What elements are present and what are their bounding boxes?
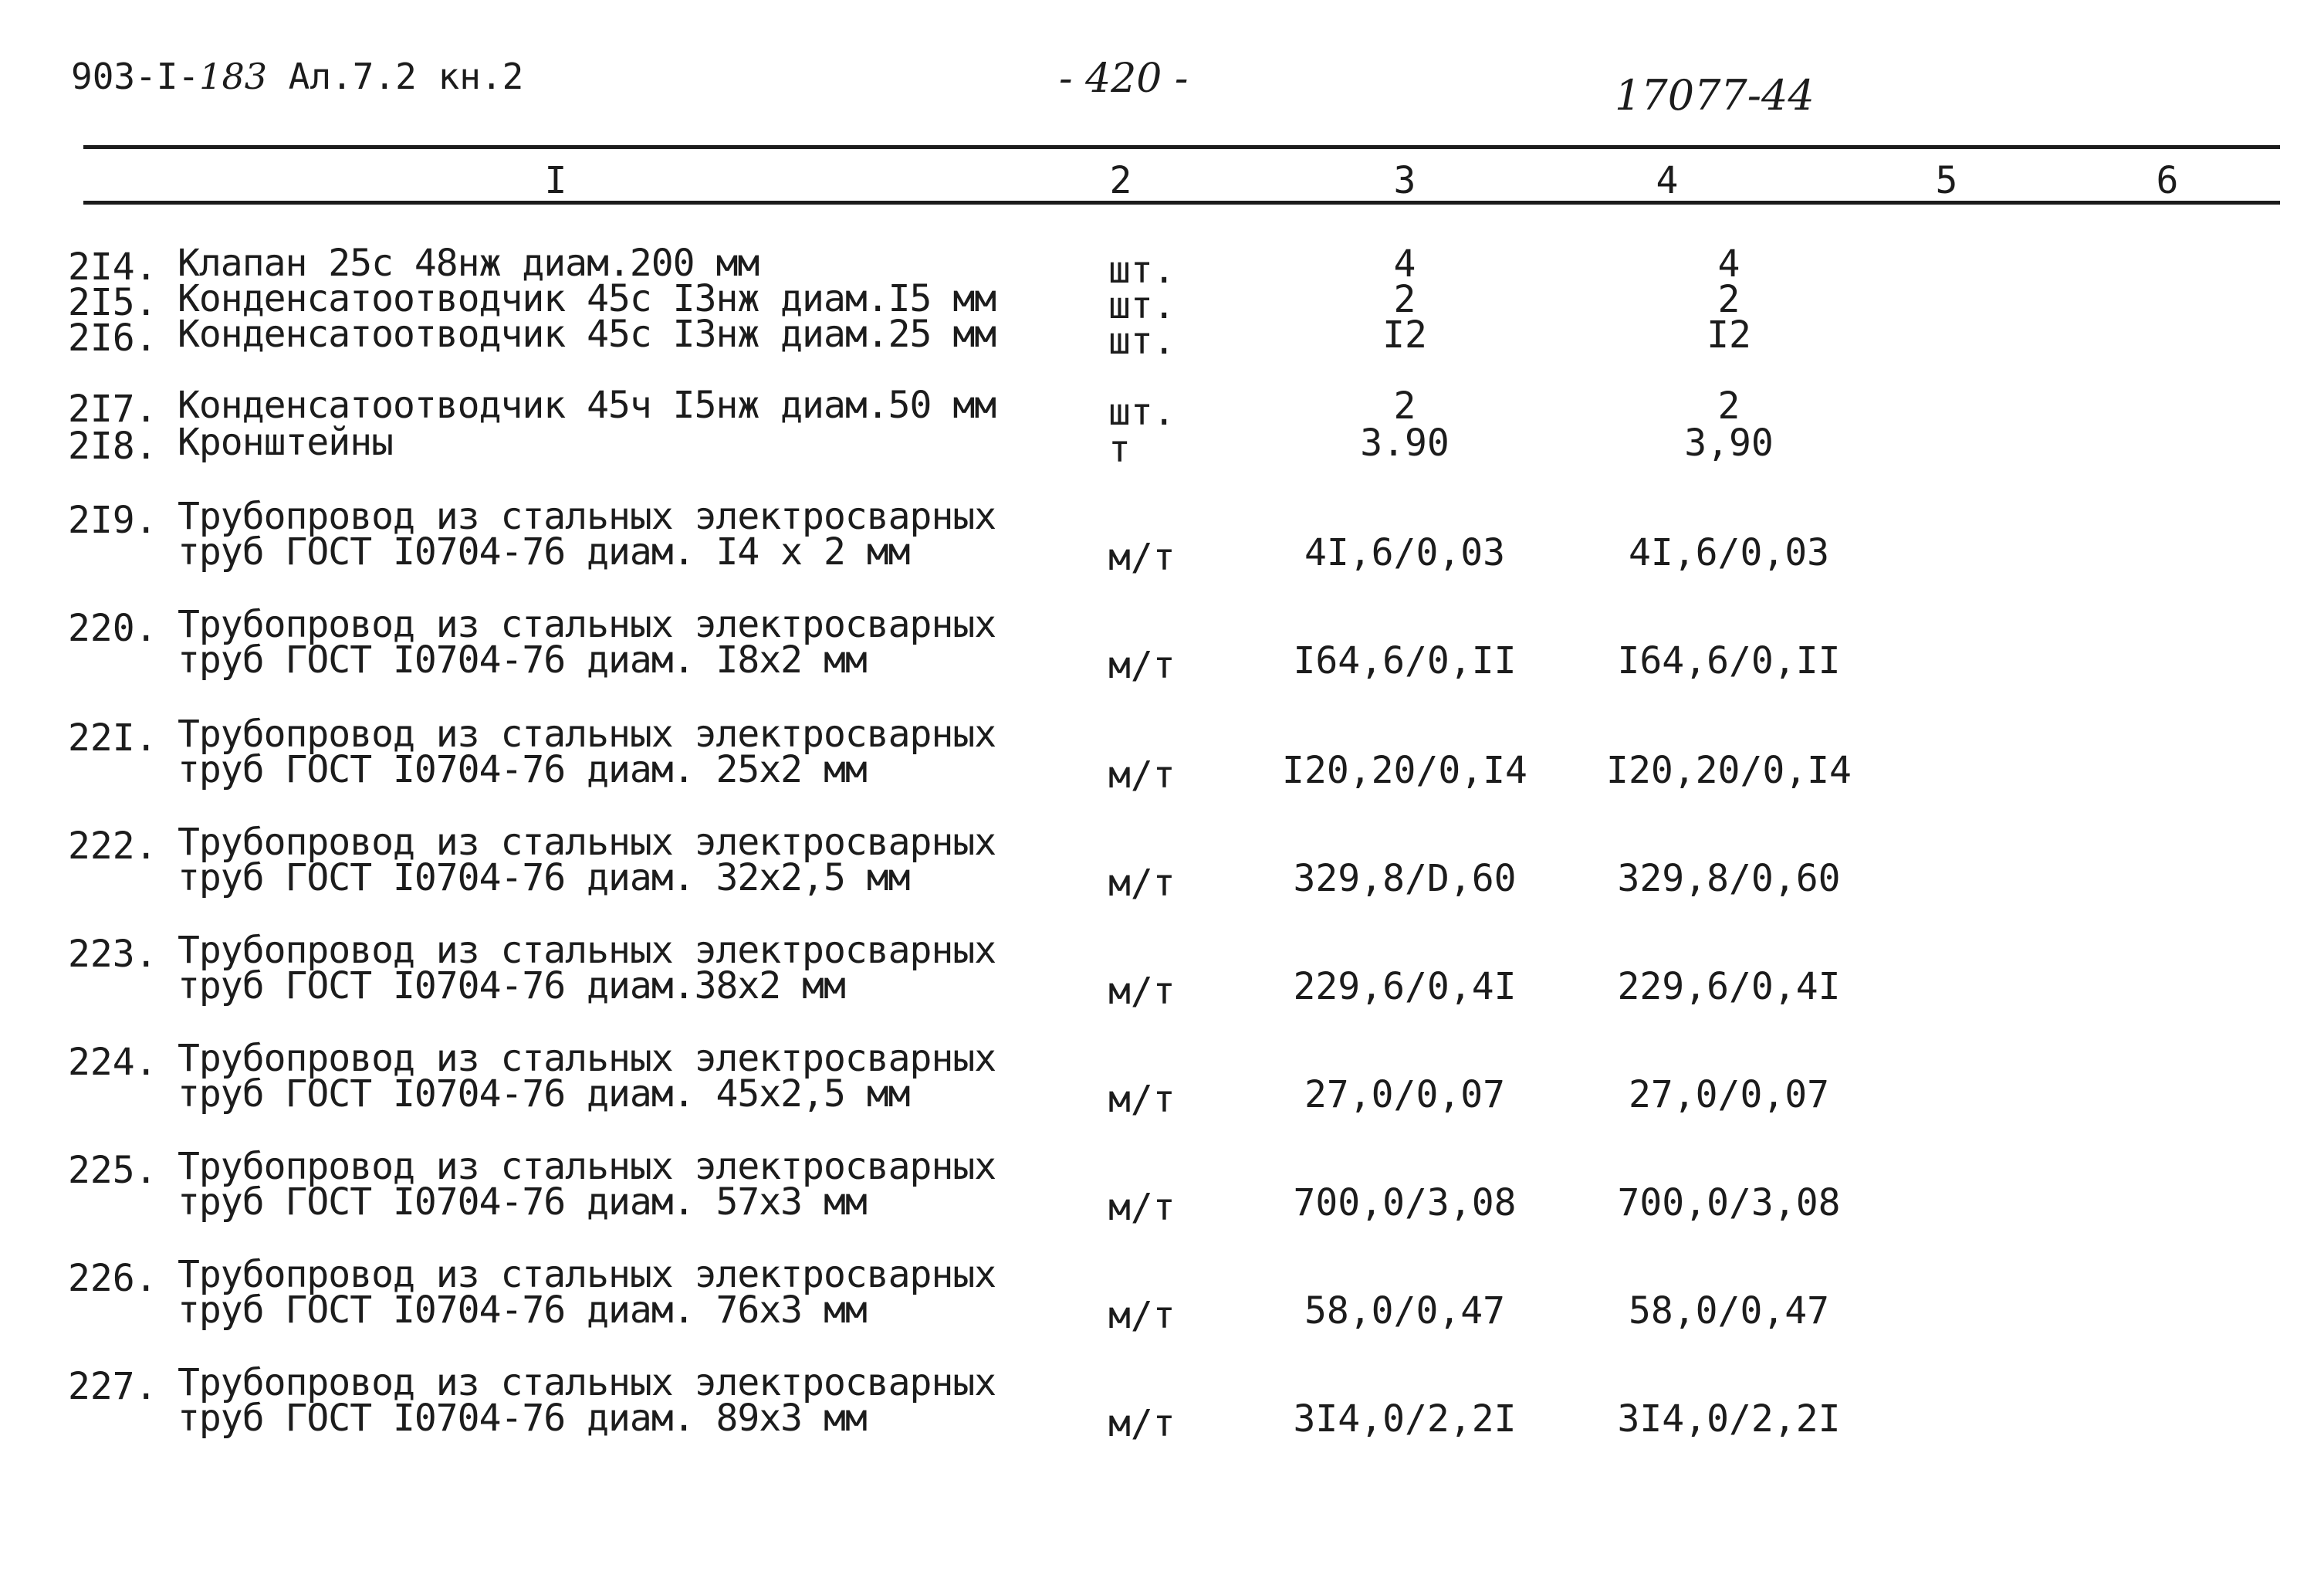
row-name-line: Трубопровод из стальных электросварных (178, 929, 996, 972)
row-name-line: Конденсатоотводчик 45с I3нж диам.I5 мм (178, 277, 996, 320)
row-unit: м/т (1108, 1078, 1176, 1121)
column-header-5: 5 (1935, 159, 1958, 202)
page-number: - 420 - (1059, 56, 1189, 102)
document-code-prefix: 903-I- (71, 56, 200, 97)
row-name (178, 603, 996, 682)
row-unit: м/т (1108, 536, 1176, 579)
row-number: 224. (68, 1041, 157, 1084)
row-number: 2I4. (68, 246, 157, 289)
row-unit: т (1108, 428, 1131, 471)
document-code (71, 56, 523, 97)
row-name-line: Трубопровод из стальных электросварных (178, 1037, 996, 1080)
row-name-line: труб ГОСТ I0704-76 диам. 25х2 мм (178, 748, 867, 791)
row-name-line: Конденсатоотводчик 45ч I5нж диам.50 мм (178, 384, 996, 427)
row-name-line: труб ГОСТ I0704-76 диам. I8х2 мм (178, 638, 867, 682)
row-name-line: Трубопровод из стальных электросварных (178, 1361, 996, 1404)
row-col-3: 4 (1393, 242, 1416, 286)
row-name-line: Трубопровод из стальных электросварных (178, 821, 996, 864)
row-unit: м/т (1108, 1186, 1176, 1229)
row-name (178, 713, 996, 791)
row-number: 2I7. (68, 388, 157, 431)
row-name-line: труб ГОСТ I0704-76 диам.38х2 мм (178, 964, 845, 1007)
row-name (178, 495, 996, 574)
row-col-4: I2 (1707, 313, 1751, 357)
table-top-rule (83, 145, 2280, 149)
row-col-4: 2 (1717, 384, 1740, 428)
document-code-handwritten: 183 (199, 56, 267, 97)
row-unit: м/т (1108, 644, 1176, 687)
row-unit: шт. (1108, 391, 1176, 434)
row-name-line: труб ГОСТ I0704-76 диам. 32х2,5 мм (178, 856, 910, 899)
row-name-line: труб ГОСТ I0704-76 диам. I4 х 2 мм (178, 530, 910, 574)
row-col-4: 2 (1717, 278, 1740, 321)
row-name (178, 821, 996, 899)
row-name-line: Конденсатоотводчик 45с I3нж диам.25 мм (178, 313, 996, 356)
row-unit: м/т (1108, 1402, 1176, 1445)
row-number: 223. (68, 933, 157, 976)
row-unit: м/т (1108, 1294, 1176, 1337)
row-name (178, 242, 759, 285)
row-col-4: I64,6/0,II (1617, 639, 1841, 682)
row-name (178, 384, 996, 427)
document-code-suffix: Ал.7.2 кн.2 (266, 56, 524, 97)
row-name (178, 929, 996, 1007)
row-name-line: Трубопровод из стальных электросварных (178, 713, 996, 756)
row-name-line: Трубопровод из стальных электросварных (178, 1253, 996, 1296)
row-number: 220. (68, 607, 157, 650)
row-unit: м/т (1108, 970, 1176, 1013)
row-col-4: 4I,6/0,03 (1628, 531, 1830, 574)
row-col-4: 3,90 (1684, 422, 1774, 465)
row-name-line: Трубопровод из стальных электросварных (178, 603, 996, 646)
row-name (178, 313, 996, 356)
row-col-3: 3I4,0/2,2I (1293, 1397, 1517, 1441)
row-name (178, 421, 393, 464)
row-col-3: I2 (1382, 313, 1427, 357)
row-name (178, 1253, 996, 1332)
row-unit: м/т (1108, 753, 1176, 797)
row-name-line: труб ГОСТ I0704-76 диам. 76х3 мм (178, 1289, 867, 1332)
row-name (178, 1037, 996, 1116)
row-name-line: труб ГОСТ I0704-76 диам. 57х3 мм (178, 1180, 867, 1224)
column-header-6: 6 (2156, 159, 2179, 202)
row-unit: шт. (1108, 249, 1176, 292)
column-header-1: I (544, 159, 567, 202)
row-col-4: 700,0/3,08 (1617, 1181, 1841, 1224)
row-name (178, 1145, 996, 1224)
row-number: 227. (68, 1365, 157, 1408)
row-number: 2I6. (68, 317, 157, 360)
row-number: 2I9. (68, 499, 157, 542)
row-col-3: 27,0/0,07 (1304, 1073, 1506, 1116)
row-col-3: 700,0/3,08 (1293, 1181, 1517, 1224)
row-unit: шт. (1108, 320, 1176, 363)
row-col-3: 3.90 (1360, 422, 1450, 465)
document-number: 17077-44 (1615, 71, 1815, 120)
row-number: 226. (68, 1257, 157, 1300)
row-col-4: 4 (1717, 242, 1740, 286)
column-header-2: 2 (1109, 159, 1132, 202)
column-header-3: 3 (1393, 159, 1416, 202)
row-col-3: 2 (1393, 278, 1416, 321)
row-col-4: 58,0/0,47 (1628, 1289, 1830, 1333)
row-col-4: 3I4,0/2,2I (1617, 1397, 1841, 1441)
row-col-4: 229,6/0,4I (1617, 965, 1841, 1008)
row-col-3: I64,6/0,II (1293, 639, 1517, 682)
row-name (178, 1361, 996, 1440)
column-header-4: 4 (1656, 159, 1679, 202)
row-name-line: Трубопровод из стальных электросварных (178, 495, 996, 538)
row-name-line: Трубопровод из стальных электросварных (178, 1145, 996, 1188)
row-unit: м/т (1108, 862, 1176, 905)
row-col-3: 229,6/0,4I (1293, 965, 1517, 1008)
row-name-line: труб ГОСТ I0704-76 диам. 89х3 мм (178, 1397, 867, 1440)
row-name-line: Клапан 25с 48нж диам.200 мм (178, 242, 759, 285)
row-col-3: 2 (1393, 384, 1416, 428)
row-number: 225. (68, 1149, 157, 1192)
row-col-3: 329,8/D,60 (1293, 857, 1517, 900)
row-unit: шт. (1108, 284, 1176, 327)
row-number: 222. (68, 825, 157, 868)
row-col-3: 58,0/0,47 (1304, 1289, 1506, 1333)
row-name (178, 277, 996, 320)
row-number: 22I. (68, 716, 157, 760)
row-number: 2I8. (68, 425, 157, 468)
row-col-4: 27,0/0,07 (1628, 1073, 1830, 1116)
row-col-4: I20,20/0,I4 (1606, 749, 1852, 792)
row-col-3: I20,20/0,I4 (1282, 749, 1527, 792)
row-col-4: 329,8/0,60 (1617, 857, 1841, 900)
row-name-line: Кронштейны (178, 421, 393, 464)
row-col-3: 4I,6/0,03 (1304, 531, 1506, 574)
row-name-line: труб ГОСТ I0704-76 диам. 45х2,5 мм (178, 1072, 910, 1116)
row-number: 2I5. (68, 281, 157, 324)
